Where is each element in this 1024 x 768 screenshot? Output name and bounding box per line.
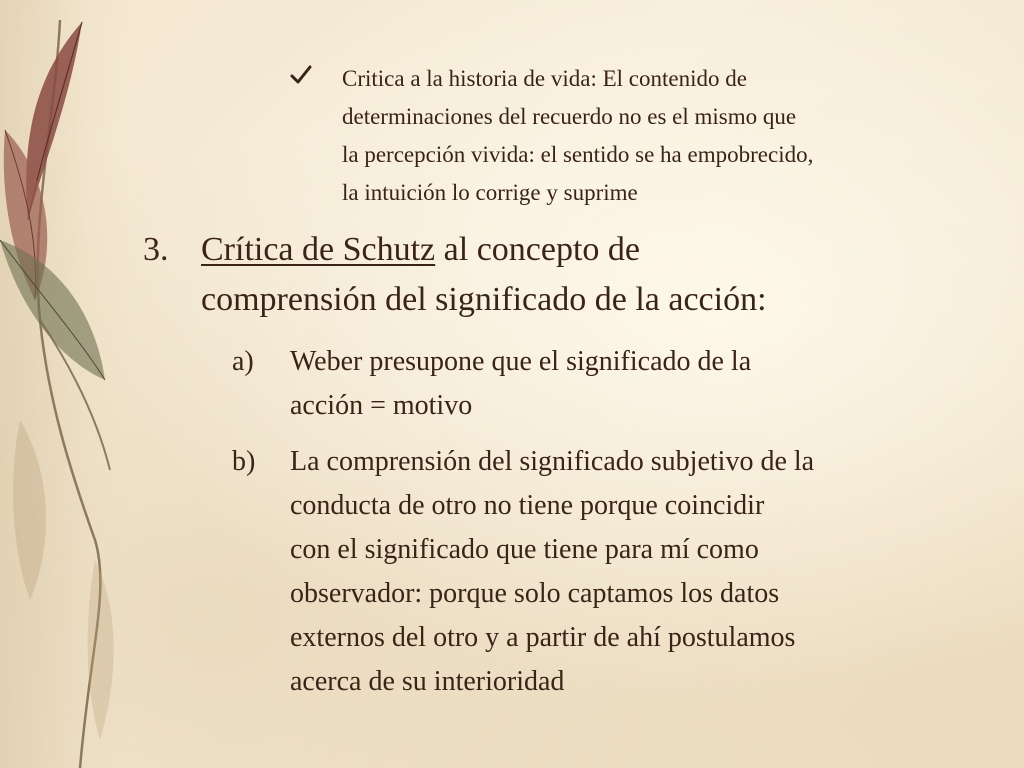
sub-line: acerca de su interioridad <box>290 666 565 697</box>
check-line: determinaciones del recuerdo no es el mismo que <box>342 104 797 129</box>
numbered-line-2: comprensión del significado de la acción: <box>201 281 767 318</box>
sub-item-label: a) <box>232 346 254 377</box>
checkmark-icon <box>290 64 312 86</box>
sub-line: conducta de otro no tiene porque coincidir <box>290 490 765 521</box>
heading-rest: al concepto de <box>435 231 641 268</box>
sub-item-label: b) <box>232 446 256 477</box>
check-line: Critica a la historia de vida: El contenido de <box>342 66 747 91</box>
numbered-item-text <box>201 225 991 325</box>
underlined-heading: Crítica de Schutz <box>201 231 436 268</box>
check-bullet-text <box>342 60 972 212</box>
sub-line: La comprensión del significado subjetivo de la <box>290 446 815 477</box>
check-line: la percepción vivida: el sentido se ha empobrecido, <box>342 142 814 167</box>
sub-item-text <box>290 440 970 704</box>
numbered-line-1 <box>201 225 991 275</box>
item-number: 3. <box>143 231 169 268</box>
sub-line: acción = motivo <box>290 390 473 421</box>
sub-line: externos del otro y a partir de ahí postulamos <box>290 622 796 653</box>
sub-line: con el significado que tiene para mí como <box>290 534 759 565</box>
sub-item-text <box>290 340 970 428</box>
sub-line: Weber presupone que el significado de la <box>290 346 752 377</box>
check-line: la intuición lo corrige y suprime <box>342 180 638 205</box>
sub-line: observador: porque solo captamos los datos <box>290 578 780 609</box>
